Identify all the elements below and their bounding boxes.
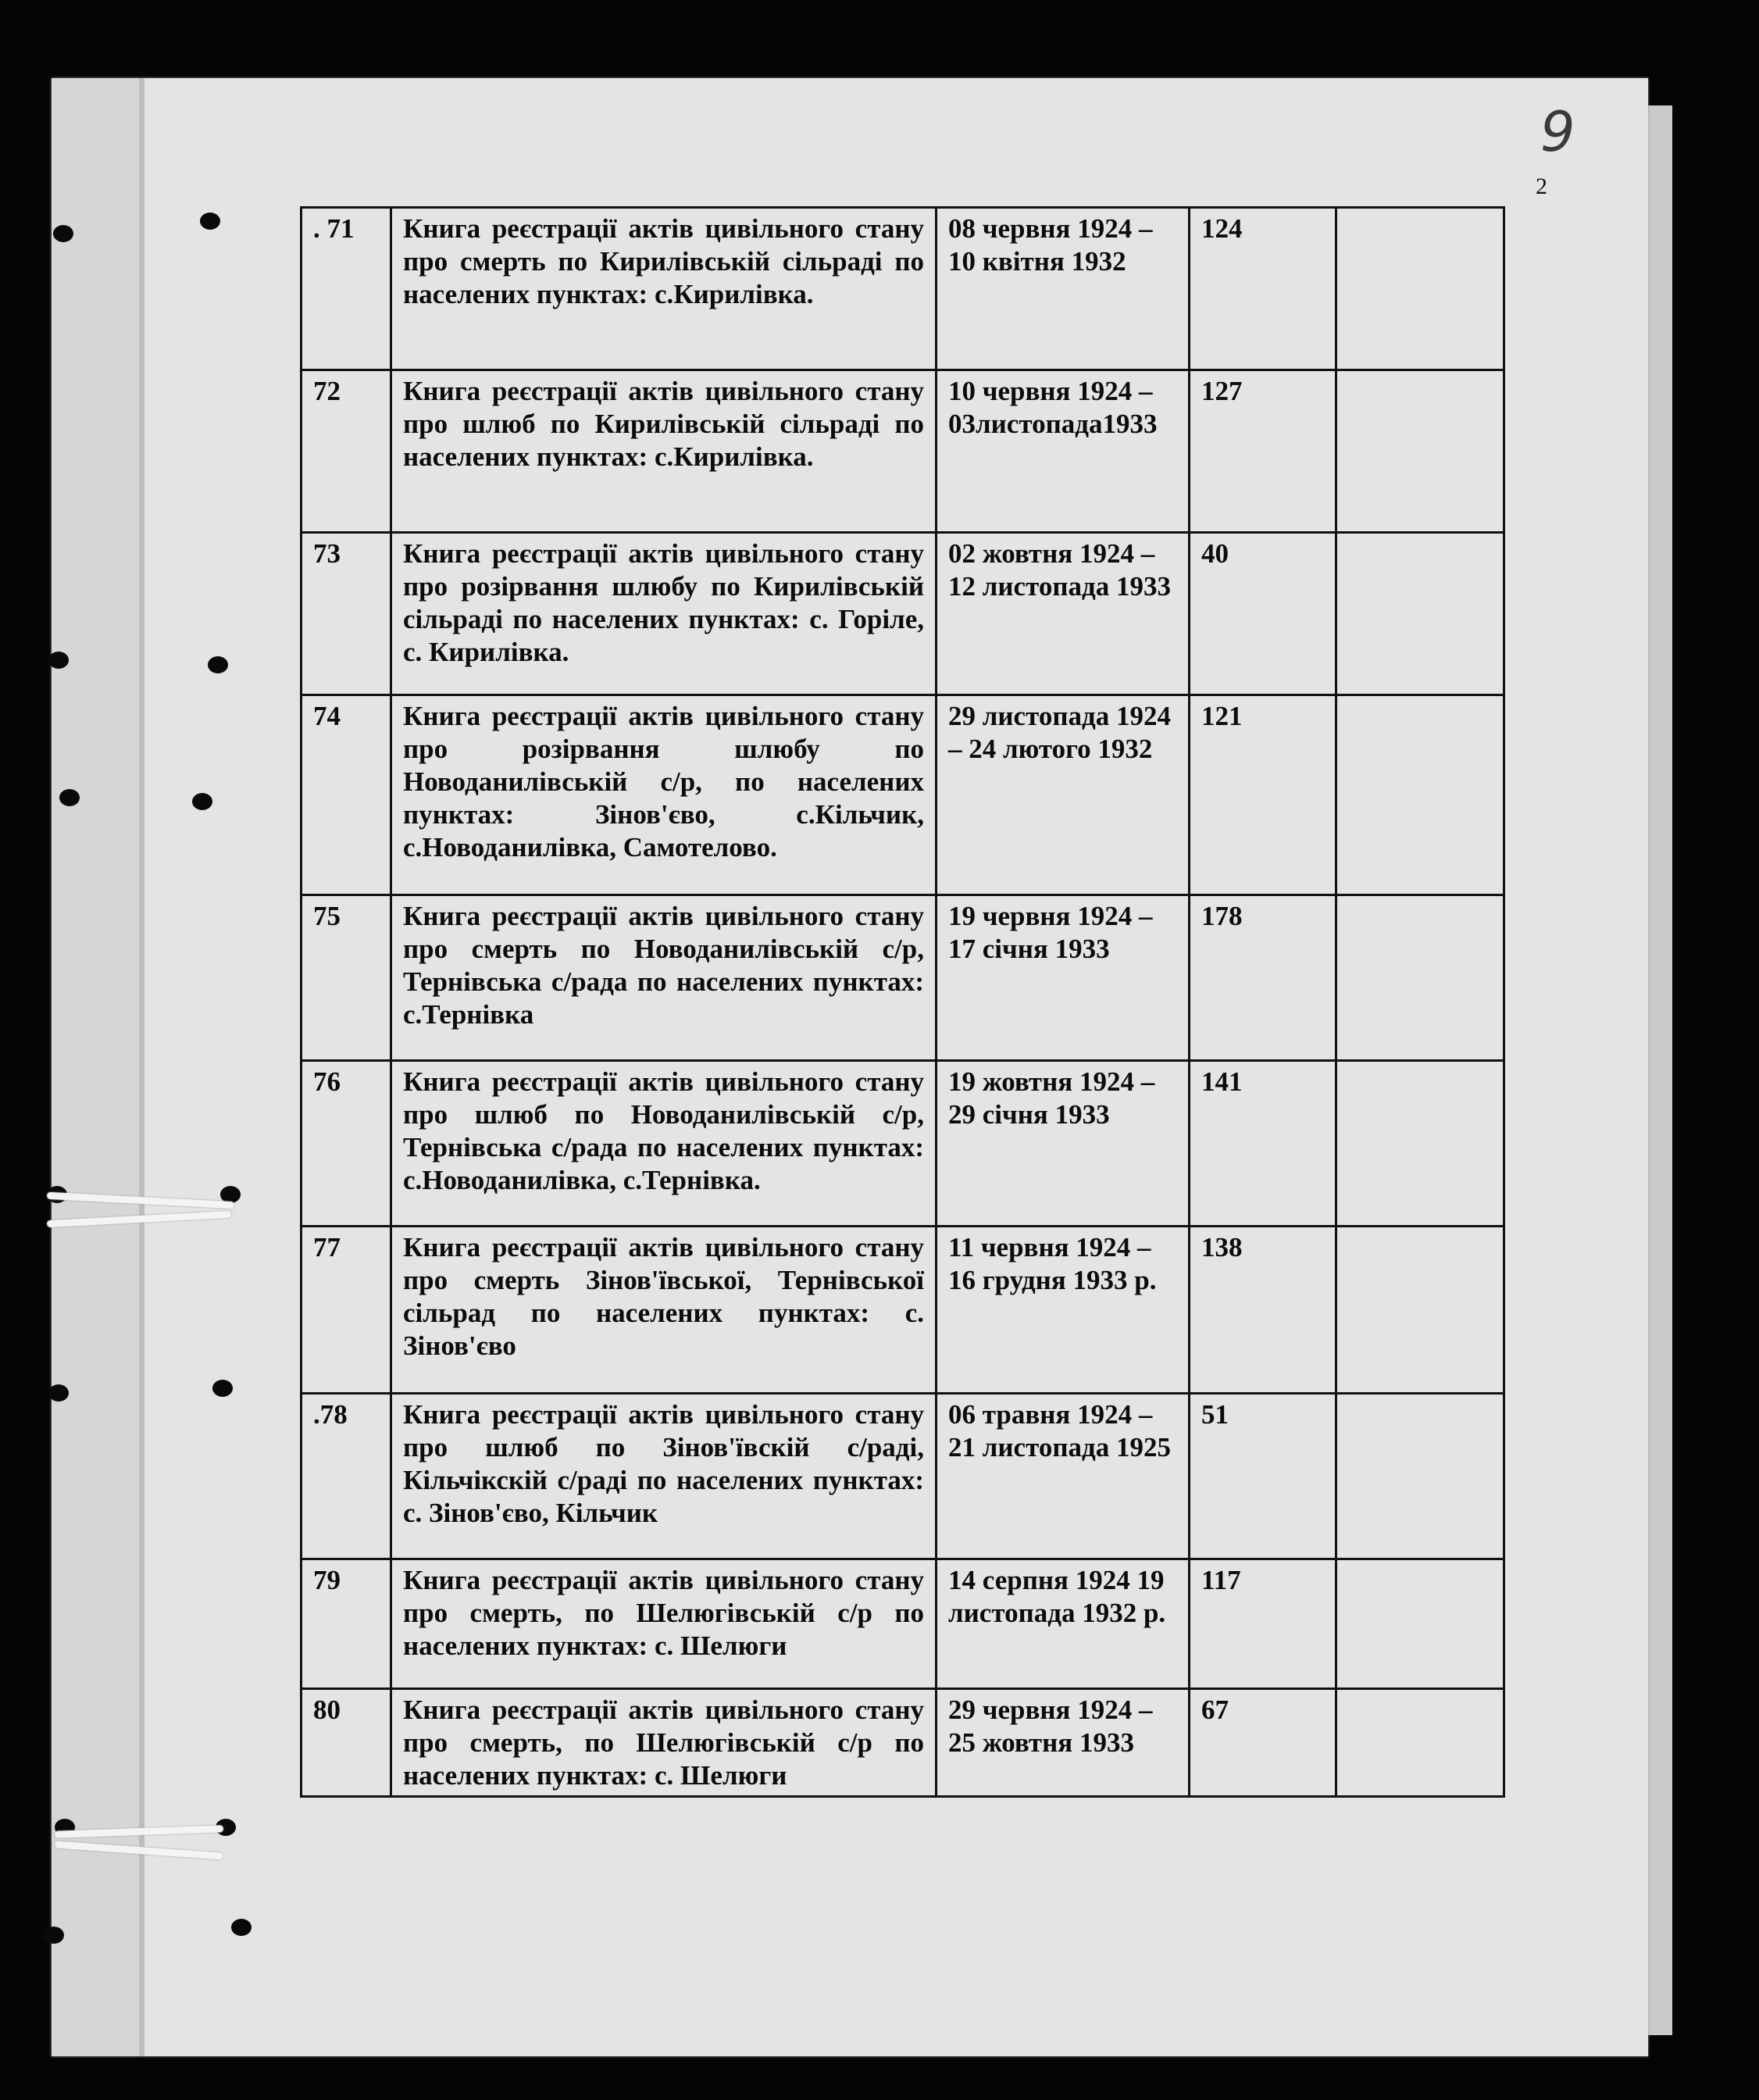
sheet-count: 178 [1190, 895, 1336, 1061]
punch-hole [231, 1919, 252, 1936]
table-row [301, 208, 1504, 370]
row-number: 74 [301, 695, 391, 895]
sheet-count: 141 [1190, 1061, 1336, 1227]
table-row [301, 895, 1504, 1061]
record-description: Книга реєстрації актів цивільного стану про розірвання шлюбу по Кирилівській сільраді по населених пунктах: с. Горіле, с. Кирилівка. [391, 533, 937, 695]
record-description: Книга реєстрації актів цивільного стану про смерть, по Шелюгівській с/р по населених пунктах: с. Шелюги [391, 1689, 937, 1797]
record-description: Книга реєстрації актів цивільного стану про смерть Зінов'ївської, Тернівської сільрад по населених пунктах: с. Зінов'єво [391, 1227, 937, 1394]
date-range: 14 серпня 1924 19 листопада 1932 р. [937, 1559, 1190, 1689]
date-range: 29 листопада 1924 – 24 лютого 1932 [937, 695, 1190, 895]
row-number: 77 [301, 1227, 391, 1394]
row-number: 73 [301, 533, 391, 695]
table-row [301, 1689, 1504, 1797]
note-cell [1336, 1061, 1504, 1227]
row-number: 79 [301, 1559, 391, 1689]
archive-page [52, 78, 1648, 2056]
table-row [301, 533, 1504, 695]
note-cell [1336, 533, 1504, 695]
sheet-count: 124 [1190, 208, 1336, 370]
table-row [301, 1227, 1504, 1394]
record-description: Книга реєстрації актів цивільного стану про смерть по Кирилівській сільраді по населених пунктах: с.Кирилівка. [391, 208, 937, 370]
punch-hole [212, 1380, 233, 1397]
sheet-count: 121 [1190, 695, 1336, 895]
note-cell [1336, 208, 1504, 370]
table-row [301, 1061, 1504, 1227]
sheet-count: 40 [1190, 533, 1336, 695]
row-number: 75 [301, 895, 391, 1061]
date-range: 19 червня 1924 – 17 січня 1933 [937, 895, 1190, 1061]
row-number: .78 [301, 1394, 391, 1559]
note-cell [1336, 1559, 1504, 1689]
row-number: 76 [301, 1061, 391, 1227]
register-table [300, 206, 1505, 1798]
date-range: 11 червня 1924 – 16 грудня 1933 р. [937, 1227, 1190, 1394]
sheet-count: 127 [1190, 370, 1336, 533]
punch-hole [48, 1384, 69, 1402]
note-cell [1336, 895, 1504, 1061]
date-range: 02 жовтня 1924 – 12 листопада 1933 [937, 533, 1190, 695]
note-cell [1336, 695, 1504, 895]
punch-hole [59, 789, 80, 806]
sheet-count: 138 [1190, 1227, 1336, 1394]
note-cell [1336, 1227, 1504, 1394]
punch-hole [192, 793, 212, 810]
punch-hole [53, 225, 73, 242]
binding-fold [139, 78, 145, 2056]
date-range: 19 жовтня 1924 – 29 січня 1933 [937, 1061, 1190, 1227]
record-description: Книга реєстрації актів цивільного стану про смерть, по Шелюгівській с/р по населених пунктах: с. Шелюги [391, 1559, 937, 1689]
sheet-count: 117 [1190, 1559, 1336, 1689]
table-row [301, 695, 1504, 895]
record-description: Книга реєстрації актів цивільного стану про шлюб по Зінов'ївскій с/раді, Кільчікскій с/раді по населених пунктах: с. Зінов'єво, Кільчик [391, 1394, 937, 1559]
date-range: 10 червня 1924 – 03листопада1933 [937, 370, 1190, 533]
sheet-count: 67 [1190, 1689, 1336, 1797]
record-description: Книга реєстрації актів цивільного стану про шлюб по Новоданилівській с/р, Тернівська с/рада по населених пунктах: с.Новоданилівка, с.Тернівка. [391, 1061, 937, 1227]
binding-margin [52, 78, 139, 2056]
date-range: 08 червня 1924 – 10 квітня 1932 [937, 208, 1190, 370]
row-number: . 71 [301, 208, 391, 370]
record-description: Книга реєстрації актів цивільного стану про розірвання шлюбу по Новоданилівській с/р, по населених пунктах: Зінов'єво, с.Кільчик, с.Новоданилівка, Самотелово. [391, 695, 937, 895]
punch-hole [44, 1927, 64, 1944]
table-row [301, 1559, 1504, 1689]
note-cell [1336, 1689, 1504, 1797]
note-cell [1336, 1394, 1504, 1559]
date-range: 29 червня 1924 – 25 жовтня 1933 [937, 1689, 1190, 1797]
punch-hole [208, 656, 228, 673]
page-number: 2 [1536, 173, 1547, 199]
folio-number: 9 [1540, 100, 1575, 164]
table-row [301, 370, 1504, 533]
note-cell [1336, 370, 1504, 533]
row-number: 72 [301, 370, 391, 533]
table-row [301, 1394, 1504, 1559]
row-number: 80 [301, 1689, 391, 1797]
sheet-count: 51 [1190, 1394, 1336, 1559]
date-range: 06 травня 1924 – 21 листопада 1925 [937, 1394, 1190, 1559]
record-description: Книга реєстрації актів цивільного стану про шлюб по Кирилівській сільраді по населених пунктах: с.Кирилівка. [391, 370, 937, 533]
punch-hole [200, 212, 220, 230]
punch-hole [48, 652, 69, 669]
record-description: Книга реєстрації актів цивільного стану про смерть по Новоданилівській с/р, Тернівська с/рада по населених пунктах: с.Тернівка [391, 895, 937, 1061]
